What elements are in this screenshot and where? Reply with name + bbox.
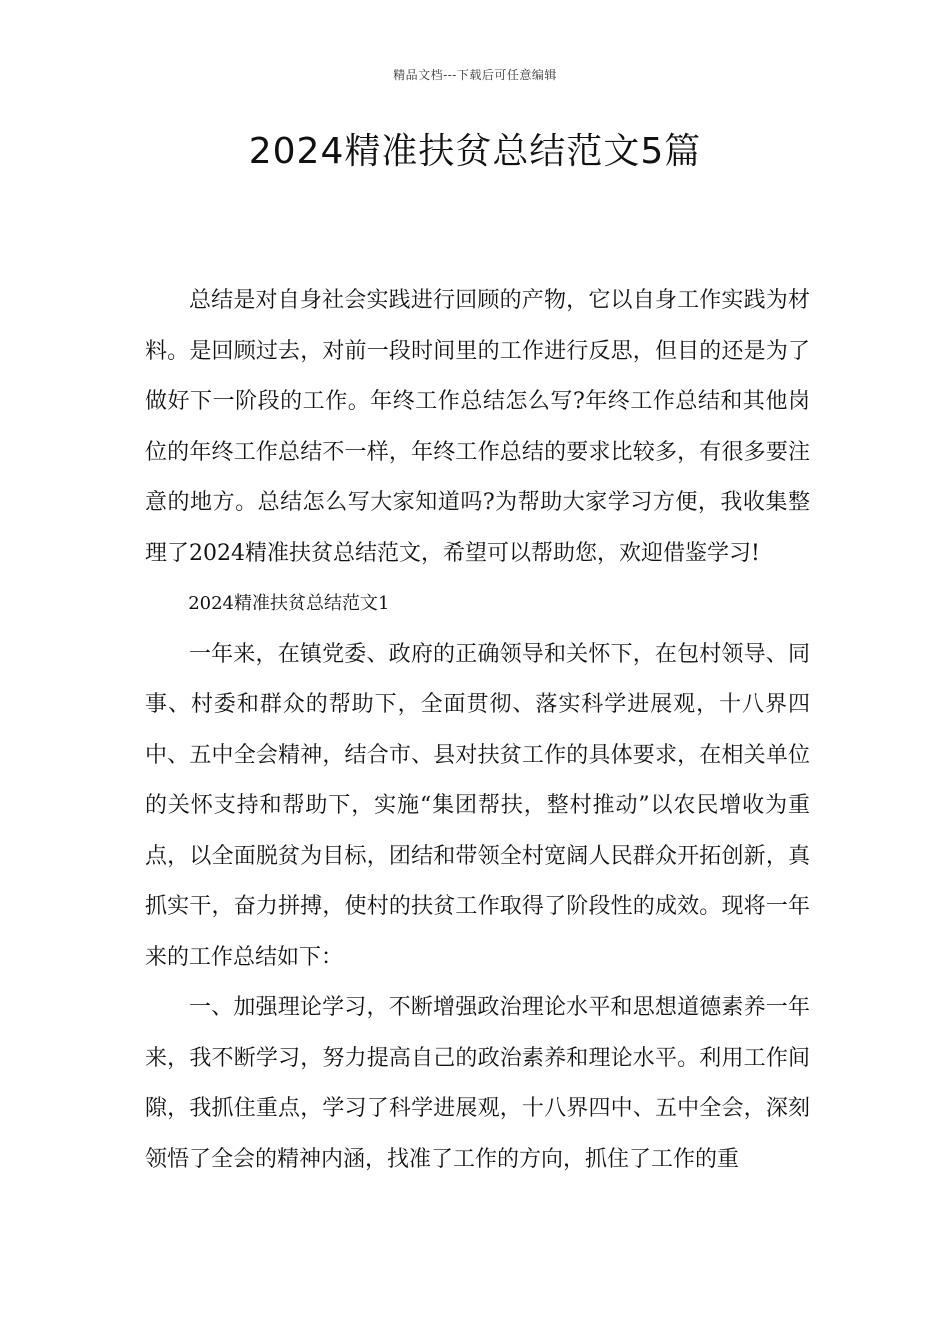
intro-paragraph: 总结是对自身社会实践进行回顾的产物，它以自身工作实践为材料。是回顾过去，对前一段时间里的工作进行反思，但目的还是为了做好下一阶段的工作。年终工作总结怎么写?年终工作总结和其他岗位的年终工作总结不一样，年终工作总结的要求比较多，有很多要注意的地方。总结怎么写大家知道吗?为帮助大家学习方便，我收集整理了2024精准扶贫总结范文，希望可以帮助您，欢迎借鉴学习! <box>145 288 810 566</box>
document-title: 2024精准扶贫总结范文5篇 <box>248 131 702 172</box>
section-heading: 2024精准扶贫总结范文1 <box>188 593 390 614</box>
header-note: 精品文档---下载后可任意编辑 <box>393 68 557 82</box>
document-body <box>145 276 810 1185</box>
body-paragraph: 一、加强理论学习，不断增强政治理论水平和思想道德素养一年来，我不断学习，努力提高自己的政治素养和理论水平。利用工作间隙，我抓住重点，学习了科学进展观，十八界四中、五中全会，深刻领悟了全会的精神内涵，找准了工作的方向，抓住了工作的重 <box>145 995 810 1172</box>
body-paragraph: 一年来，在镇党委、政府的正确领导和关怀下，在包村领导、同事、村委和群众的帮助下，全面贯彻、落实科学进展观，十八界四中、五中全会精神，结合市、县对扶贫工作的具体要求，在相关单位的关怀支持和帮助下，实施“集团帮扶，整村推动”以农民增收为重点，以全面脱贫为目标，团结和带领全村宽阔人民群众开拓创新，真抓实干，奋力拼搏，使村的扶贫工作取得了阶段性的成效。现将一年来的工作总结如下： <box>145 641 810 970</box>
